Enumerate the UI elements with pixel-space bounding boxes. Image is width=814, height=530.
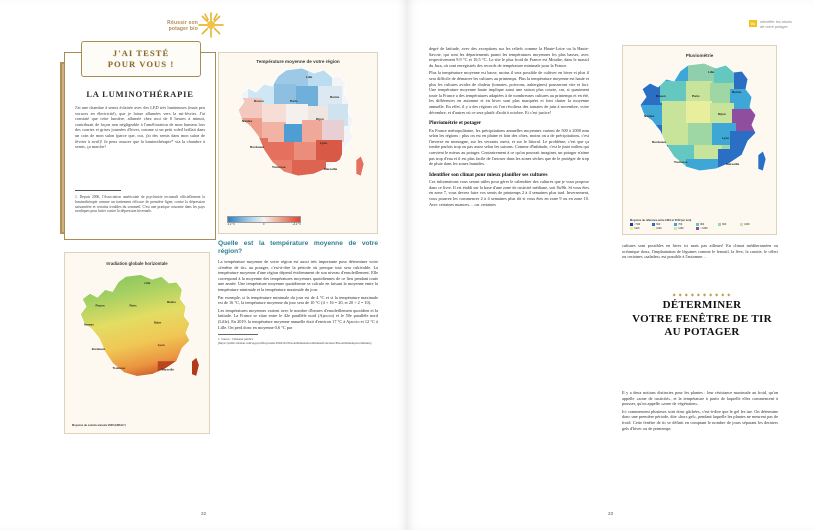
legend-swatch-color <box>652 223 655 226</box>
city-label: Rouen <box>655 94 666 98</box>
legend-swatch-color <box>718 223 721 226</box>
right-column-left <box>429 46 589 209</box>
legend-swatch <box>696 223 716 226</box>
city-label: Toulouse <box>272 165 286 169</box>
page-number-right: 23 <box>607 511 614 516</box>
legend-max: +4,2 °C <box>292 223 301 226</box>
city-label: Paris <box>129 303 137 308</box>
legend-swatch-label: > 1600 <box>700 226 708 230</box>
legend-swatch <box>630 223 650 226</box>
city-label: Nantes <box>242 119 253 123</box>
city-label: Lille <box>707 70 714 74</box>
legend-swatch-color <box>696 223 699 226</box>
city-label: Dijon <box>717 112 726 116</box>
paragraph: La température moyenne de votre région est aussi très importante pour déterminer votre «fenêtre de tir» au potager, c'est-à-dire la période où presque tout sera cultivable. La température moyenne d'une région dépend évidemment de son niveau d'ensoleillement. Elle correspond à la moyenne des températures moyennes quotidiennes de ce lieu pendant toute une année. Une température moyenne quotidienne se calcule en faisant la moyenne entre la température minimale et la température maximale du jour. <box>218 259 378 292</box>
title-ornament: ◆ ◆ ◆ ◆ ◆ ◆ ◆ ◆ ◆ ◆ <box>672 292 732 297</box>
city-label: Dijon <box>153 320 162 325</box>
paragraph: Plus la température moyenne est basse, moins il sera possible de cultiver en hiver et plus il sera difficile de démarrer les cultures au printemps. Plus la température moyenne est haute et plus les cultures avides de chaleur (tomates, poivrons, aubergines) pousseront vite et fort. Une température moyenne haute implique aussi une saison plus courte, car, si quasiment toute la France a des températures adaptées à de nombreuses cultures au printemps et en été, les différences en automne et en hiver sont plus marquées et font chuter la moyenne annuelle. En effet, il y a des régions où l'on récoltera des tomates de juin à novembre, voire décembre, et d'autres où ce sera plutôt d'août à octobre. Et c'est justice! <box>429 70 589 115</box>
legend-swatch-label: < 500 <box>634 222 641 226</box>
city-label: Dijon <box>316 117 324 121</box>
legend-swatch-color <box>674 223 677 226</box>
paragraph: En France métropolitaine, les précipitations annuelles moyennes varient de 500 à 2000 mm selon les régions : plus on est en plaine et loin des côtes, moins on a de précipitations, c'est l'inverse en montagne, sur les versants ouest, et sur le littoral. Le problème, c'est que ça tombe parfois trop ou pas assez selon les saisons. Comme d'habitude, c'est le juste milieu qui convient le mieux au potager. Contrairement à ce qu'on pourrait imaginer, un potager n'aime pas trop d'eau et il est plus facile de l'arroser dans les zones sèches que de le protéger de trop de pluie dans les zones humides. <box>429 127 589 167</box>
city-label: Marseille <box>324 167 338 171</box>
map-title-irradiation: Irradiation globale horizontale <box>106 261 168 266</box>
city-label: Paris <box>290 99 298 103</box>
legend-swatch <box>740 223 760 226</box>
legend-swatch-label: 1200 <box>656 226 662 230</box>
heading-pluviometrie: Pluviométrie et potager <box>429 120 482 127</box>
legend-caption-irradiation: Moyenne de cumuls annuels 2020 (kWh/m²) <box>72 424 126 427</box>
section-big-title <box>622 292 782 340</box>
city-label: Marseille <box>161 367 174 372</box>
city-label: Reims <box>731 90 741 94</box>
tested-box-title: LA LUMINOTHÉRAPIE <box>86 89 194 99</box>
legend-swatch-label: 800 <box>700 222 705 226</box>
legend-swatch-label: 1100 <box>634 226 640 230</box>
heading-identifier-climat: Identifier son climat pour mieux planifier ses cultures <box>429 171 548 178</box>
legend-swatch <box>696 227 716 230</box>
tested-box <box>64 48 216 240</box>
legend-swatch-color <box>630 227 633 230</box>
footnote-divider <box>75 190 121 191</box>
tested-box-banner <box>81 41 201 77</box>
city-label: Lyon <box>721 136 729 140</box>
legend-swatch-color <box>696 227 699 230</box>
chapter-number: 01 <box>750 21 756 26</box>
big-title-text: DÉTERMINER VOTRE FENÊTRE DE TIR AU POTAGER <box>632 299 772 338</box>
paragraph: Ces informations vous seront utiles pour gérer le calendrier des cultures que je vous propose dans ce livre. Il est établi sur la base d'une zone de rusticité médiane, soit 8a/8b. Si vous êtes en zone 7, vous devrez faire vos semis de printemps 2 à 4 semaines plus tard. Inversement, vous pourrez les commencer 2 à 4 semaines plus tôt si vous êtes en zone 9 ou en zone 10. Avec certaines nuances… car certaines <box>429 179 589 207</box>
map-card-irradiation <box>64 252 210 434</box>
right-column-right-bottom <box>622 390 778 433</box>
chapter-header <box>749 20 792 29</box>
legend-pluviometrie <box>630 219 770 230</box>
page-number-left: 22 <box>200 511 207 516</box>
city-label: Paris <box>691 94 700 98</box>
city-label: Bordeaux <box>651 140 666 144</box>
city-label: Toulouse <box>112 365 126 370</box>
city-label: Reims <box>330 95 340 99</box>
paragraph: Les températures moyennes varient avec le nombre d'heures d'ensoleillement quotidien et la latitude. La France se situe entre le 42e parallèle nord (Ajaccio) et le 50e parallèle nord (Lille). En 2019, la température moyenne annuelle était d'environ 17 °C à Ajaccio et 12 °C à Lille. On perd donc en moyenne 0,6 °C par <box>218 307 378 330</box>
tested-banner-line1: J'AI TESTÉ <box>112 48 170 58</box>
legend-swatch-label: 700 <box>678 222 683 226</box>
legend-swatch-label: 900 <box>722 222 727 226</box>
legend-swatch <box>718 223 738 226</box>
paragraph: cultures sont possibles en hiver ici mais pas ailleurs! En climat méditerranéen ou océanique doux, l'implantation de légumes comme le fenouil, la fève, la carotte, le céleri ou certaines «salades» est possible à l'automne… <box>622 243 778 260</box>
legend-mid: 0 <box>262 223 265 226</box>
left-column-text <box>218 240 378 345</box>
legend-min: -3,2 °C <box>227 223 236 226</box>
legend-gradient-bar <box>227 216 301 223</box>
tested-box-body: J'ai une chambre à semis éclairée avec des LED très lumineuses (mais peu voraces en électricité), que je laisse allumées vers la mi-février. J'ai constaté que cette lumière, allumée chez moi de 8 heures à minuit, contribuait de façon non négligeable à l'amélioration de mon humeur lors des courtes et grises journées d'hiver, comme si un petit soleil brillait dans un coin de mon salon (parce que, oui, j'ai des semis dans mon salon de février à avril)! Je peux assurer que la luminothérapie* via la chambre à semis, ça marche! <box>75 105 205 150</box>
map-card-temperature <box>218 52 378 234</box>
right-page <box>407 0 814 530</box>
tested-banner-line2: POUR VOUS ! <box>107 59 175 69</box>
city-label: Bordeaux <box>91 346 106 351</box>
legend-swatch <box>652 227 672 230</box>
legend-swatch-color <box>674 227 677 230</box>
legend-swatch <box>630 227 650 230</box>
france-map-temperature <box>228 64 368 194</box>
tested-box-footnote: 1. Depuis 2006, l'Association américaine de psychiatrie reconnaît officiellement la luminothérapie comme un traitement efficace de première ligne, contre la dépression saisonnière et certains troubles du sommeil. C'est une pratique courante dans les pays nordiques pour lutter contre la dépression hivernale. <box>75 195 205 214</box>
legend-swatch-label: 1400 <box>678 226 684 230</box>
city-label: Rouen <box>95 303 105 308</box>
sun-icon <box>196 10 226 40</box>
paragraph: Il y a deux notions distinctes pour les plantes : leur résistance maximale au froid, qu'on appelle «zone de rusticité», et la température à partir de laquelle elles commencent à pousser, qu'on appelle «zone de végétation». <box>622 390 778 407</box>
city-label: Lille <box>306 75 313 79</box>
brand-name: Réussir son potager bio <box>167 20 198 32</box>
map-card-pluviometrie <box>622 45 777 235</box>
paragraph: degré de latitude, avec des exceptions sur les reliefs comme la Haute-Loire ou la Haute-Savoie, qui sont les départements parmi les températures moyennes les plus basses, avec respectivement 9,9 °C et 10,5 °C. Le site le plus froid de France est Mouthe, dans le massif du Jura, où sont enregistrés des records de température minimale pour la France. <box>429 46 589 68</box>
city-label: Rouen <box>254 99 264 103</box>
legend-swatch-grid <box>630 223 770 230</box>
heading-temperature-question: Quelle est la température moyenne de votre région? <box>218 240 378 255</box>
city-label: Lyon <box>320 141 328 145</box>
brand-logo <box>152 12 226 42</box>
paragraph: Par exemple, si la température minimale du jour est de 4 °C et si la température maximale est de 16 °C, la température moyenne du jour sera de 10 °C (4 + 16 = 20, et 20 ÷ 2 = 10). <box>218 294 378 306</box>
city-label: Lyon <box>157 343 165 348</box>
city-label: Marseille <box>725 162 739 166</box>
legend-swatch-label: 600 <box>656 222 661 226</box>
city-label: Toulouse <box>673 160 688 164</box>
right-column-right-top <box>622 243 778 262</box>
france-map-irradiation <box>71 266 203 398</box>
city-label: Lille <box>144 280 151 285</box>
city-label: Nantes <box>84 322 94 327</box>
france-map-pluviometrie <box>630 58 770 190</box>
legend-swatch-color <box>740 223 743 226</box>
legend-temperature <box>227 216 301 227</box>
legend-swatch <box>674 227 694 230</box>
city-label: Reims <box>167 299 176 304</box>
legend-swatch-color <box>630 223 633 226</box>
legend-swatch-label: 1000 <box>744 222 750 226</box>
legend-swatch <box>674 223 694 226</box>
legend-swatch <box>652 223 672 226</box>
map-title-pluviometrie: Pluviométrie <box>685 53 714 58</box>
left-column-footnote: 1. Source : Tableaux publics (https://public.tableau.com/app/profile/jerome.6594/viz/Ensoleillementencommunesfrancaises/Ensoleillementparcommune) <box>218 336 372 345</box>
paragraph: Ici commencent plusieurs sont donc gâchées, c'est-à-dire que le gel les tue. On détermine donc une première période, dite «hors gel», pendant laquelle les plantes ne meurent pas de froid. Cette fenêtre de tir se définit en comptant le nombre de jours séparant les derniers gels d'hiver ou de printemps <box>622 408 778 431</box>
legend-swatch-color <box>652 227 655 230</box>
legend-caption-pluviometrie: Moyenne de référence entre 1981 et 2010 (en mm) <box>630 218 692 222</box>
city-label: Nantes <box>643 114 654 118</box>
city-label: Bordeaux <box>250 145 265 149</box>
map-title-temperature: Température moyenne de votre région <box>256 59 340 64</box>
chapter-title: Identifier les atouts de votre potager <box>760 20 792 29</box>
footnote-divider <box>218 334 258 335</box>
